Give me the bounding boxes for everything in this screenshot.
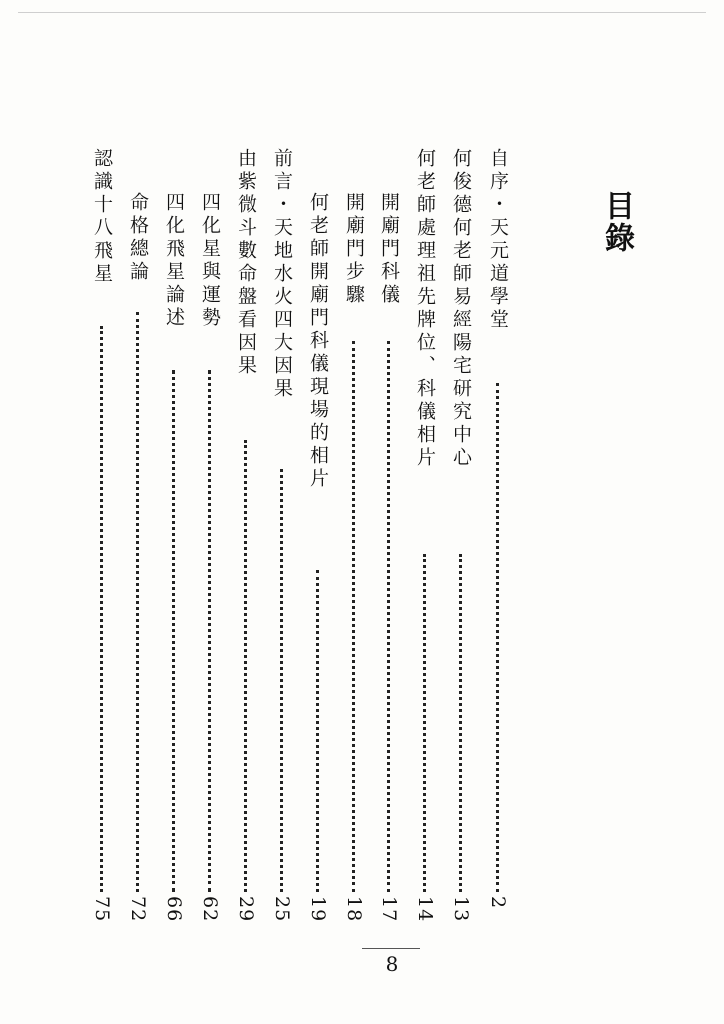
toc-dot-leader — [496, 383, 499, 892]
toc-entry — [88, 0, 116, 1024]
toc-entry-page-number: 2 — [487, 896, 509, 910]
toc-entry-title: 開廟門科儀 — [378, 192, 400, 307]
toc-dot-leader — [136, 312, 139, 892]
toc-entry — [411, 0, 439, 1024]
toc-entry-title: 命格總論 — [127, 192, 149, 284]
toc-entry-title: 四化飛星論述 — [163, 192, 185, 330]
toc-entry-page-number: 17 — [378, 896, 400, 923]
page-number: 8 — [385, 952, 399, 976]
toc-entry-page-number: 14 — [414, 896, 436, 923]
toc-entry-title: 前言・天地水火四大因果 — [271, 148, 293, 401]
toc-entry-page-number: 18 — [343, 896, 365, 923]
toc-entry-title: 由紫微斗數命盤看因果 — [235, 148, 257, 378]
toc-entry — [340, 0, 368, 1024]
toc-entry — [232, 0, 260, 1024]
toc-dot-leader — [280, 469, 283, 892]
toc-entry — [196, 0, 224, 1024]
toc-entry — [484, 0, 512, 1024]
toc-entry-page-number: 29 — [235, 896, 257, 923]
toc-dot-leader — [459, 554, 462, 892]
toc-entry-title: 四化星與運勢 — [199, 192, 221, 330]
toc-entry-page-number: 13 — [450, 896, 472, 923]
toc-entry — [304, 0, 332, 1024]
toc-entry-page-number: 19 — [307, 896, 329, 923]
toc-dot-leader — [244, 440, 247, 892]
toc-entry-page-number: 75 — [91, 896, 113, 923]
toc-entry-title: 何老師開廟門科儀現場的相片 — [307, 192, 329, 491]
toc-dot-leader — [172, 370, 175, 892]
toc-entry-title: 何老師處理祖先牌位、科儀相片 — [414, 148, 436, 470]
toc-entry — [447, 0, 475, 1024]
footer-rule — [362, 948, 420, 949]
toc-dot-leader — [316, 570, 319, 892]
toc-entry-page-number: 62 — [199, 896, 221, 923]
toc-entry-title: 自序・天元道學堂 — [487, 148, 509, 332]
toc-dot-leader — [423, 554, 426, 892]
toc-entry-title: 認識十八飛星 — [91, 148, 113, 286]
toc-dot-leader — [387, 341, 390, 892]
toc-dot-leader — [100, 326, 103, 892]
toc-entry — [375, 0, 403, 1024]
toc-entry-title: 何俊德何老師易經陽宅研究中心 — [450, 148, 472, 470]
toc-entry-title: 開廟門步驟 — [343, 192, 365, 307]
toc-entry — [124, 0, 152, 1024]
toc-entry — [268, 0, 296, 1024]
page-title: 目錄 — [599, 190, 634, 254]
toc-dot-leader — [208, 370, 211, 892]
toc-entry-page-number: 25 — [271, 896, 293, 923]
toc-entry-page-number: 72 — [127, 896, 149, 923]
toc-entry-page-number: 66 — [163, 896, 185, 923]
toc-entry — [160, 0, 188, 1024]
toc-dot-leader — [352, 341, 355, 892]
